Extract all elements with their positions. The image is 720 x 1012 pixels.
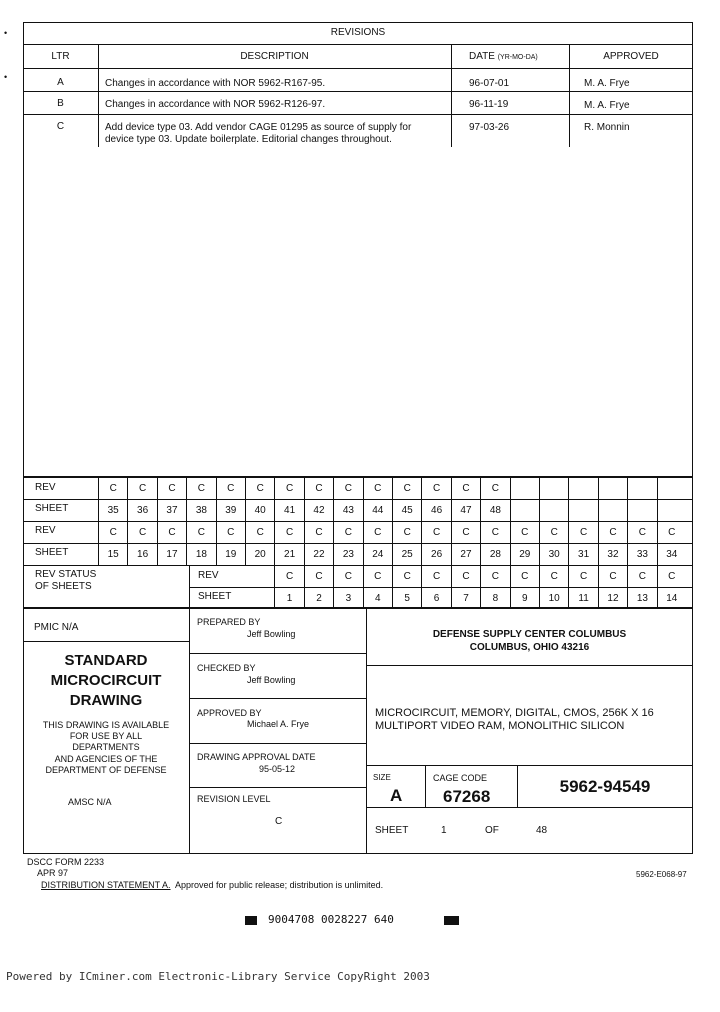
sheet-cell: 12 — [598, 587, 627, 609]
prepared-by: Jeff Bowling — [247, 629, 296, 639]
agency-name: DEFENSE SUPPLY CENTER COLUMBUS — [432, 629, 627, 640]
empty-cell — [598, 499, 627, 521]
rev-cell: C — [657, 521, 686, 543]
row-date: 96-11-19 — [469, 99, 509, 110]
revision-level: C — [275, 816, 283, 827]
rev-cell: C — [598, 521, 627, 543]
row-approved: M. A. Frye — [584, 100, 630, 111]
drawing-heading: DRAWING — [69, 692, 143, 709]
rev-cell: C — [245, 477, 274, 499]
rev-cell: C — [627, 521, 656, 543]
cage-code: 67268 — [443, 787, 491, 806]
rev-cell: C — [333, 477, 362, 499]
rev-cell: C — [274, 565, 303, 587]
sheet-cell: 36 — [127, 499, 156, 521]
sheet-cell: 41 — [274, 499, 303, 521]
sheet-cell: 39 — [216, 499, 245, 521]
row-date: 96-07-01 — [469, 78, 510, 89]
sheet-cell: 30 — [539, 543, 568, 565]
rev-cell: C — [304, 521, 333, 543]
sheet-cell: 40 — [245, 499, 274, 521]
row-description: Add device type 03. Add vendor CAGE 01295 as source of supply for — [105, 122, 412, 133]
rev-cell: C — [127, 477, 156, 499]
sheet-cell: 2 — [304, 587, 333, 609]
rev-label: REV — [35, 525, 56, 536]
sheet-cell: 28 — [480, 543, 509, 565]
checked-by: Jeff Bowling — [247, 675, 296, 685]
microcircuit-heading: MICROCIRCUIT — [50, 672, 162, 689]
rev-cell: C — [216, 477, 245, 499]
rev-cell: C — [216, 521, 245, 543]
sheet-cell: 48 — [480, 499, 509, 521]
sheet-cell: 13 — [627, 587, 656, 609]
sheet-cell: 14 — [657, 587, 686, 609]
sheet-cell: 16 — [127, 543, 156, 565]
distribution-statement: DISTRIBUTION STATEMENT A. Approved for public release; distribution is unlimited. — [41, 880, 384, 890]
empty-cell — [539, 499, 568, 521]
rev-status-label-2: OF SHEETS — [35, 581, 92, 592]
empty-cell — [510, 499, 539, 521]
rev-cell: C — [274, 521, 303, 543]
availability-line: AND AGENCIES OF THE — [54, 754, 158, 764]
rev-cell: C — [304, 565, 333, 587]
sheet-label: SHEET — [35, 503, 69, 514]
standard-heading: STANDARD — [64, 652, 148, 669]
rev-cell: C — [510, 565, 539, 587]
margin-mark: • — [4, 72, 8, 82]
sheet-cell: 8 — [480, 587, 509, 609]
approved-by-label: APPROVED BY — [197, 708, 262, 718]
agency-address: COLUMBUS, OHIO 43216 — [469, 642, 590, 653]
sheet-cell: 45 — [392, 499, 421, 521]
document-code: 5962-E068-97 — [636, 870, 687, 879]
row-ltr: C — [56, 121, 65, 132]
rev-cell: C — [186, 521, 215, 543]
availability-line: FOR USE BY ALL — [69, 731, 143, 741]
rev-cell: C — [627, 565, 656, 587]
sheet-cell: 23 — [333, 543, 362, 565]
row-ltr: A — [57, 77, 64, 88]
rev-cell: C — [421, 565, 450, 587]
checked-by-label: CHECKED BY — [197, 663, 256, 673]
approval-date: 95-05-12 — [259, 764, 296, 774]
size-value: A — [390, 786, 403, 805]
rev-cell: C — [98, 477, 127, 499]
rev-cell: C — [421, 521, 450, 543]
rev-cell: C — [568, 565, 597, 587]
drawing-title-cont: MULTIPORT VIDEO RAM, MONOLITHIC SILICON — [375, 720, 625, 732]
sheet-cell: 47 — [451, 499, 480, 521]
rev-cell: C — [598, 565, 627, 587]
sheet-cell: 43 — [333, 499, 362, 521]
empty-cell — [627, 499, 656, 521]
rev-cell: C — [363, 565, 392, 587]
rev-cell: C — [657, 565, 686, 587]
empty-cell — [657, 499, 686, 521]
sheet-cell: 10 — [539, 587, 568, 609]
sheet-cell: 33 — [627, 543, 656, 565]
rev-cell: C — [98, 521, 127, 543]
rev-cell: C — [451, 477, 480, 499]
sheet-cell: 24 — [363, 543, 392, 565]
row-description: Changes in accordance with NOR 5962-R126-97. — [105, 99, 326, 110]
rev-cell: C — [392, 565, 421, 587]
sheet-cell: 7 — [451, 587, 480, 609]
sheet-cell: 1 — [274, 587, 303, 609]
rev-cell: C — [304, 477, 333, 499]
rev-cell: C — [568, 521, 597, 543]
sheet-cell: 34 — [657, 543, 686, 565]
sheet-cell: 21 — [274, 543, 303, 565]
rev-cell: C — [186, 477, 215, 499]
availability-line: DEPARTMENT OF DEFENSE — [45, 765, 167, 775]
rev-cell: C — [539, 521, 568, 543]
sheet-cell: 38 — [186, 499, 215, 521]
header-description: DESCRIPTION — [240, 51, 309, 62]
rev-cell: C — [421, 477, 450, 499]
rev-status-label: REV STATUS — [35, 569, 97, 580]
sheet-cell: 3 — [333, 587, 362, 609]
cage-label: CAGE CODE — [433, 773, 488, 783]
sheet-cell: 44 — [363, 499, 392, 521]
revisions-title: REVISIONS — [330, 27, 386, 38]
sheet-cell: 42 — [304, 499, 333, 521]
rev-cell: C — [451, 565, 480, 587]
sheet-cell: 31 — [568, 543, 597, 565]
of-label: OF — [485, 825, 499, 836]
sheet-cell: 37 — [157, 499, 186, 521]
sheet-total: 48 — [536, 825, 548, 836]
sheet-cell: 18 — [186, 543, 215, 565]
sheet-cell: 29 — [510, 543, 539, 565]
barcode-block-icon — [245, 916, 257, 925]
revision-level-label: REVISION LEVEL — [197, 794, 271, 804]
row-description: Changes in accordance with NOR 5962-R167-95. — [105, 78, 326, 89]
rev-cell: C — [157, 521, 186, 543]
rev-cell: C — [274, 477, 303, 499]
availability-line: DEPARTMENTS — [72, 742, 140, 752]
drawing-title: MICROCIRCUIT, MEMORY, DIGITAL, CMOS, 256K X 16 — [375, 707, 654, 719]
sheet-cell: 6 — [421, 587, 450, 609]
sheet-cell: 27 — [451, 543, 480, 565]
sheet-cell: 46 — [421, 499, 450, 521]
rev-cell: C — [480, 565, 509, 587]
rev-cell: C — [127, 521, 156, 543]
rev-cell: C — [333, 565, 362, 587]
form-number: DSCC FORM 2233 — [27, 857, 105, 867]
rev-cell: C — [480, 521, 509, 543]
row-date: 97-03-26 — [469, 122, 510, 133]
empty-cell — [568, 477, 597, 499]
prepared-by-label: PREPARED BY — [197, 617, 261, 627]
sheet-cell: 32 — [598, 543, 627, 565]
row-approved: R. Monnin — [584, 122, 630, 133]
rev-cell: C — [480, 477, 509, 499]
size-label: SIZE — [373, 773, 391, 782]
sheet-cell: 35 — [98, 499, 127, 521]
approval-date-label: DRAWING APPROVAL DATE — [197, 752, 316, 762]
rev-cell: C — [510, 521, 539, 543]
powered-by-footer: Powered by ICminer.com Electronic-Library Service CopyRight 2003 — [6, 970, 430, 983]
sheet-label: SHEET — [375, 825, 409, 836]
sheet-number: 1 — [441, 825, 447, 836]
sheet-label: SHEET — [35, 547, 69, 558]
rev-cell: C — [363, 477, 392, 499]
form-date: APR 97 — [37, 868, 69, 878]
rev-cell: C — [392, 477, 421, 499]
sheet-cell: 9 — [510, 587, 539, 609]
amsc: AMSC N/A — [68, 797, 112, 807]
rev-cell: C — [245, 521, 274, 543]
barcode-block-icon — [444, 916, 459, 925]
barcode-text: 9004708 0028227 640 — [268, 913, 394, 926]
rev-label: REV — [35, 482, 56, 493]
sheet-label: SHEET — [198, 591, 232, 602]
header-date: DATE (YR-MO-DA) — [469, 51, 538, 62]
row-ltr: B — [57, 98, 64, 109]
pmic: PMIC N/A — [34, 622, 79, 633]
rev-cell: C — [392, 521, 421, 543]
row-description-cont: device type 03. Update boilerplate. Editorial changes throughout. — [105, 134, 392, 145]
sheet-cell: 20 — [245, 543, 274, 565]
sheet-cell: 15 — [98, 543, 127, 565]
margin-mark: • — [4, 28, 8, 38]
sheet-cell: 11 — [568, 587, 597, 609]
rev-cell: C — [451, 521, 480, 543]
sheet-cell: 17 — [157, 543, 186, 565]
approved-by: Michael A. Frye — [247, 719, 310, 729]
sheet-cell: 5 — [392, 587, 421, 609]
sheet-cell: 26 — [421, 543, 450, 565]
rev-cell: C — [363, 521, 392, 543]
sheet-cell: 25 — [392, 543, 421, 565]
rev-cell: C — [157, 477, 186, 499]
rev-label: REV — [198, 570, 219, 581]
sheet-cell: 19 — [216, 543, 245, 565]
empty-cell — [627, 477, 656, 499]
empty-cell — [568, 499, 597, 521]
empty-cell — [657, 477, 686, 499]
rev-cell: C — [333, 521, 362, 543]
empty-cell — [539, 477, 568, 499]
empty-cell — [598, 477, 627, 499]
availability-line: THIS DRAWING IS AVAILABLE — [42, 720, 170, 730]
empty-cell — [510, 477, 539, 499]
header-approved: APPROVED — [603, 51, 659, 62]
drawing-number: 5962-94549 — [559, 777, 651, 796]
sheet-cell: 4 — [363, 587, 392, 609]
sheet-cell: 22 — [304, 543, 333, 565]
header-ltr: LTR — [51, 51, 70, 62]
row-approved: M. A. Frye — [584, 78, 630, 89]
rev-cell: C — [539, 565, 568, 587]
